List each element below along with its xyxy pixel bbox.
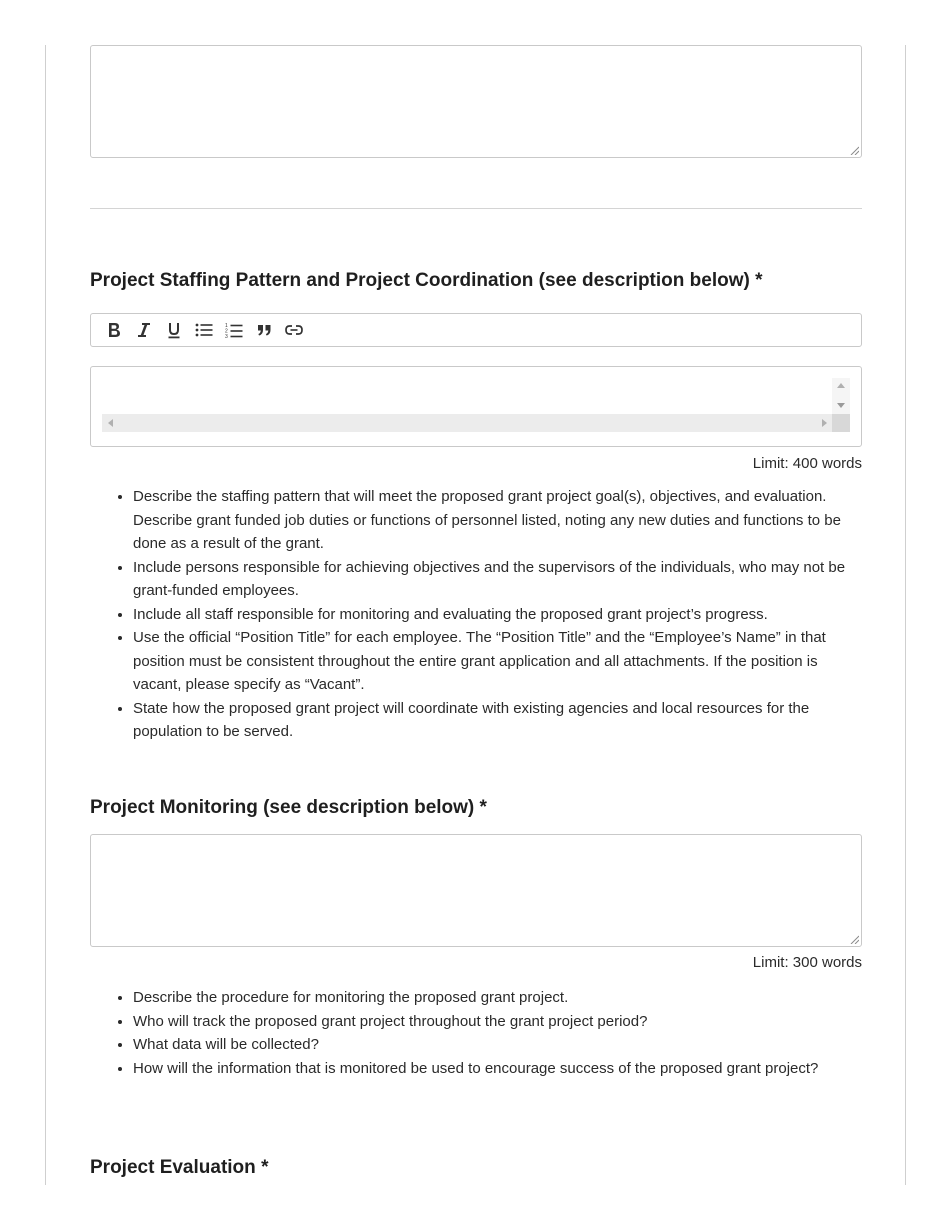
monitoring-description-list [90, 986, 862, 1080]
staffing-word-limit: Limit: 400 words [752, 455, 862, 472]
list-item: • Include persons responsible for achieving objectives and the supervisors of the individuals, who may not be grant-funded employees. [133, 556, 862, 603]
underline-icon [167, 322, 181, 339]
svg-text:1: 1 [225, 322, 228, 329]
monitoring-title: Project Monitoring (see description below) [90, 797, 475, 818]
staffing-title: Project Staffing Pattern and Project Coordination (see description below) [90, 270, 750, 291]
list-item: • What data will be collected? [133, 1033, 862, 1057]
resize-grip-icon[interactable] [849, 145, 859, 155]
bold-button[interactable] [99, 317, 129, 343]
scroll-left-arrow-icon[interactable] [108, 419, 113, 427]
monitoring-textarea[interactable] [90, 834, 862, 947]
monitoring-heading [90, 797, 487, 819]
left-border [45, 45, 46, 1185]
scroll-down-arrow-icon[interactable] [837, 403, 845, 408]
rich-text-toolbar [90, 313, 862, 347]
right-border [905, 45, 906, 1185]
evaluation-title: Project Evaluation [90, 1157, 256, 1178]
required-asterisk: * [261, 1157, 269, 1178]
required-asterisk: * [479, 797, 487, 818]
link-button[interactable] [279, 317, 309, 343]
required-asterisk: * [755, 270, 763, 291]
staffing-heading [90, 270, 763, 292]
numbered-list-icon [225, 322, 243, 339]
monitoring-word-limit: Limit: 300 words [752, 954, 862, 971]
svg-text:3: 3 [225, 333, 228, 339]
bulleted-list-button[interactable] [189, 317, 219, 343]
list-item: • Use the official “Position Title” for each employee. The “Position Title” and the “Employee’s Name” in that position must be consistent throughout the entire grant application and all attachments. If the position is vacant, please specify as “Vacant”. [133, 626, 862, 697]
staffing-rich-text-editor[interactable] [90, 366, 862, 447]
link-icon [285, 324, 303, 336]
italic-icon [137, 322, 151, 338]
underline-button[interactable] [159, 317, 189, 343]
list-item: • State how the proposed grant project will coordinate with existing agencies and local resources for the population to be served. [133, 697, 862, 744]
section-divider [90, 208, 862, 209]
list-item: • How will the information that is monitored be used to encourage success of the proposed grant project? [133, 1057, 862, 1081]
staffing-description-list [90, 485, 862, 744]
list-item: • Describe the staffing pattern that will meet the proposed grant project goal(s), objectives, and evaluation. Describe grant funded job duties or functions of personnel listed, noting any new duties and functions to be done as a result of the grant. [133, 485, 862, 556]
quote-button[interactable] [249, 317, 279, 343]
scroll-up-arrow-icon[interactable] [837, 383, 845, 388]
quote-icon [257, 324, 272, 336]
scrollbar-corner [832, 414, 850, 432]
numbered-list-button[interactable] [219, 317, 249, 343]
list-item: • Who will track the proposed grant project throughout the grant project period? [133, 1010, 862, 1034]
vertical-scrollbar[interactable] [832, 378, 850, 414]
svg-text:2: 2 [225, 328, 228, 334]
horizontal-scrollbar[interactable] [102, 414, 833, 432]
evaluation-heading [90, 1157, 268, 1179]
bold-icon [107, 322, 121, 338]
bulleted-list-icon [195, 322, 213, 338]
list-item: • Include all staff responsible for monitoring and evaluating the proposed grant project’s progress. [133, 603, 862, 627]
italic-button[interactable] [129, 317, 159, 343]
resize-grip-icon[interactable] [849, 934, 859, 944]
scroll-right-arrow-icon[interactable] [822, 419, 827, 427]
list-item: • Describe the procedure for monitoring the proposed grant project. [133, 986, 862, 1010]
previous-section-textarea[interactable] [90, 45, 862, 158]
